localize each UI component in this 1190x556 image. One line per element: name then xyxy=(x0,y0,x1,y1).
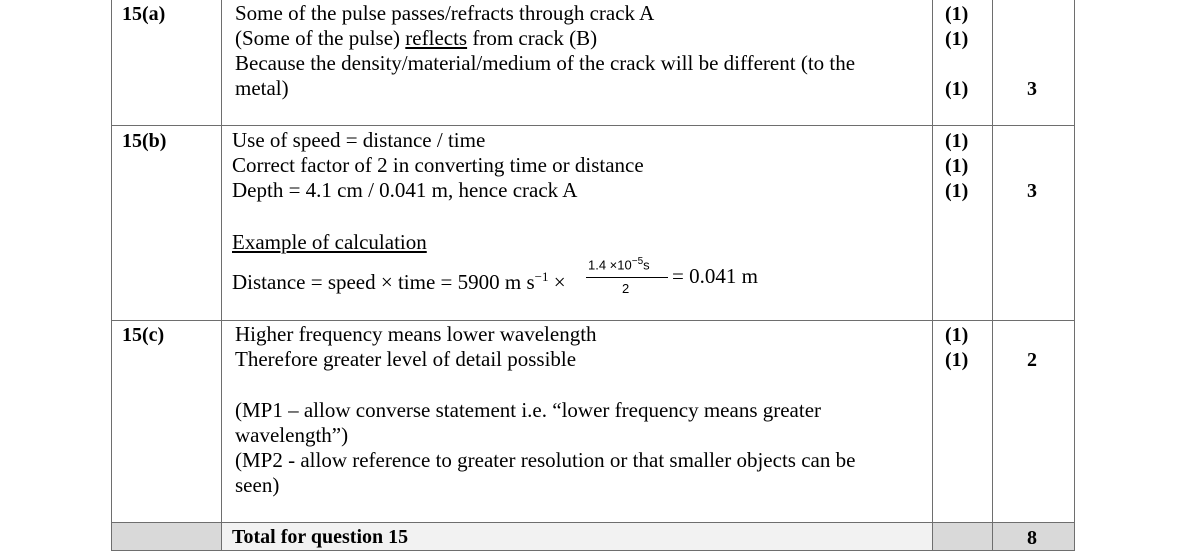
guidance-line: seen) xyxy=(235,473,280,497)
mark-value: (1) xyxy=(945,180,969,202)
answer-line: Therefore greater level of detail possible xyxy=(235,347,577,371)
question-label-15a: 15(a) xyxy=(122,3,166,25)
question-label-15c: 15(c) xyxy=(122,324,165,346)
column-divider xyxy=(992,0,993,551)
table-bottom-border xyxy=(111,550,1074,551)
guidance-line: (MP2 - allow reference to greater resolution or that smaller objects can be xyxy=(235,448,856,472)
column-divider xyxy=(111,0,112,551)
row-total: 2 xyxy=(1027,349,1037,371)
row-total: 3 xyxy=(1027,180,1037,202)
column-divider xyxy=(221,0,222,551)
mark-value: (1) xyxy=(945,28,969,50)
column-divider xyxy=(932,0,933,551)
answer-line: metal) xyxy=(235,76,289,100)
answer-line: Higher frequency means lower wavelength xyxy=(235,322,597,346)
mark-value: (1) xyxy=(945,130,969,152)
calculation-line: Distance = speed × time = 5900 m $s^{-1}$ × xyxy=(232,269,566,294)
row-divider xyxy=(111,320,1074,321)
fraction-numerator: $1.4 \times 10^{-5}s$ xyxy=(588,256,650,273)
column-divider xyxy=(1074,0,1075,551)
row-total: 3 xyxy=(1027,78,1037,100)
total-row-value: 8 xyxy=(1027,527,1037,549)
calculation-result: = 0.041 m xyxy=(672,264,758,288)
question-label-15b: 15(b) xyxy=(122,130,167,152)
guidance-line: (MP1 – allow converse statement i.e. “lower frequency means greater xyxy=(235,398,822,422)
answer-line: (Some of the pulse) reflects from crack (B) xyxy=(235,26,598,50)
answer-line: Use of speed = distance / time xyxy=(232,128,486,152)
total-row-label: Total for question 15 xyxy=(232,526,409,548)
example-heading: Example of calculation xyxy=(232,230,427,254)
row-divider xyxy=(111,522,1074,523)
mark-value: (1) xyxy=(945,349,969,371)
fraction-bar xyxy=(586,277,668,278)
mark-value: (1) xyxy=(945,155,969,177)
guidance-line: wavelength”) xyxy=(235,423,349,447)
answer-line: Correct factor of 2 in converting time or distance xyxy=(232,153,644,177)
answer-line: Because the density/material/medium of the crack will be different (to the xyxy=(235,51,856,75)
mark-value: (1) xyxy=(945,324,969,346)
mark-value: (1) xyxy=(945,78,969,100)
fraction-denominator: 2 xyxy=(622,281,630,296)
answer-line: Depth = 4.1 cm / 0.041 m, hence crack A xyxy=(232,178,578,202)
row-divider xyxy=(111,125,1074,126)
mark-value: (1) xyxy=(945,3,969,25)
answer-line: Some of the pulse passes/refracts through crack A xyxy=(235,1,655,25)
